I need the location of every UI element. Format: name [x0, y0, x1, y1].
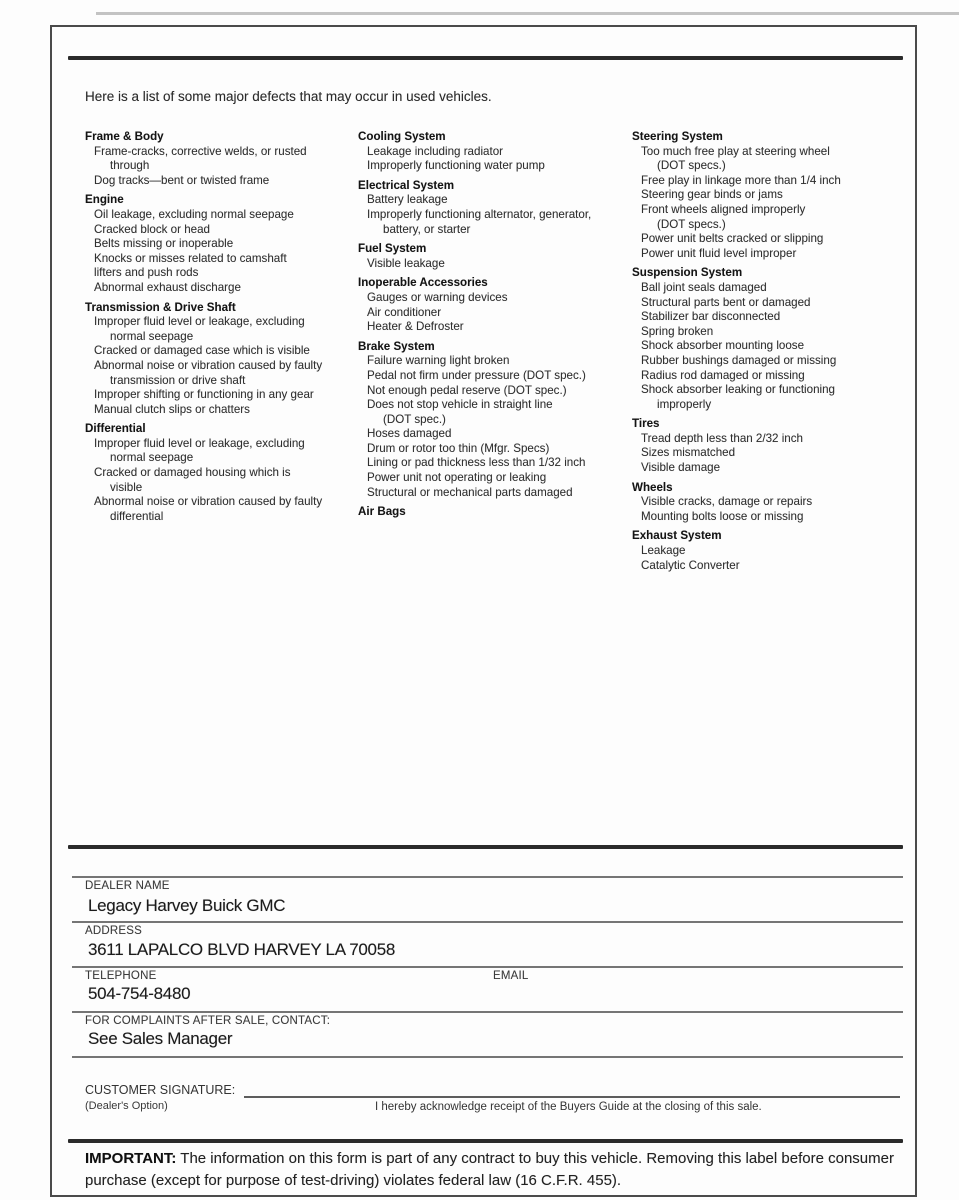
defect-section: [632, 417, 903, 475]
defect-item: Pedal not firm under pressure (DOT spec.): [367, 368, 586, 382]
defect-item: Knocks or misses related to camshaft: [94, 251, 287, 265]
field-line: [72, 966, 903, 968]
defect-item: Spring broken: [641, 324, 714, 338]
important-section-divider-rule: [68, 1139, 903, 1143]
defect-item: battery, or starter: [383, 222, 471, 236]
telephone-value: 504-754-8480: [88, 984, 191, 1003]
defect-section-title: Brake System: [358, 339, 435, 353]
defect-item: Not enough pedal reserve (DOT spec.): [367, 383, 567, 397]
defect-section-title: Engine: [85, 193, 124, 207]
defect-section-title: Differential: [85, 422, 146, 436]
defect-item: Sizes mismatched: [641, 446, 736, 460]
defect-item: normal seepage: [110, 329, 194, 343]
defect-section-title: Steering System: [632, 130, 723, 143]
defect-item: Hoses damaged: [367, 427, 452, 441]
defect-section: [358, 276, 632, 334]
defect-item: Tread depth less than 2/32 inch: [641, 431, 803, 445]
defect-item: Free play in linkage more than 1/4 inch: [641, 173, 841, 187]
top-divider-rule: [68, 56, 903, 60]
defect-item: Dog tracks—bent or twisted frame: [94, 173, 270, 187]
defect-item: Stabilizer bar disconnected: [641, 310, 781, 324]
defect-item: Gauges or warning devices: [367, 290, 508, 304]
defect-column: [632, 130, 903, 578]
defect-item: Air conditioner: [367, 305, 442, 319]
defect-column: [85, 130, 358, 578]
defect-item: Front wheels aligned improperly: [641, 202, 806, 216]
defect-section: [358, 505, 632, 520]
defect-item: Improperly functioning water pump: [367, 159, 545, 173]
defect-item: Shock absorber mounting loose: [641, 339, 805, 353]
defect-item: Manual clutch slips or chatters: [94, 402, 250, 416]
defect-item: Belts missing or inoperable: [94, 237, 234, 251]
important-notice-label: IMPORTANT:: [85, 1150, 177, 1167]
defect-item: Improper shifting or functioning in any gear: [94, 388, 314, 402]
dealers-option-note: (Dealer's Option): [85, 1100, 168, 1112]
defect-item: (DOT spec.): [383, 412, 446, 426]
defect-item: Visible damage: [641, 461, 721, 475]
defect-item: (DOT specs.): [657, 217, 726, 231]
defect-item: Battery leakage: [367, 193, 448, 207]
defect-section: [358, 340, 632, 501]
defect-item: improperly: [657, 397, 712, 411]
field-line: [72, 876, 903, 878]
defect-section: [85, 301, 358, 418]
field-line: [72, 1011, 903, 1013]
defect-item: Abnormal noise or vibration caused by faulty: [94, 495, 323, 509]
defect-item: visible: [110, 480, 143, 494]
defect-item: Cracked or damaged housing which is: [94, 466, 291, 480]
complaints-contact-value: See Sales Manager: [88, 1029, 233, 1048]
defect-section-title: Exhaust System: [632, 529, 722, 543]
defect-section: [358, 179, 632, 237]
defect-item: Rubber bushings damaged or missing: [641, 353, 837, 367]
defect-item: Steering gear binds or jams: [641, 188, 783, 202]
defect-item: Shock absorber leaking or functioning: [641, 383, 835, 397]
form-border-box: [50, 25, 917, 1197]
defect-item: Power unit belts cracked or slipping: [641, 232, 824, 246]
address-value: 3611 LAPALCO BLVD HARVEY LA 70058: [88, 940, 396, 959]
defect-item: Catalytic Converter: [641, 558, 740, 572]
important-notice: [85, 1148, 917, 1191]
defect-item: Lining or pad thickness less than 1/32 inch: [367, 456, 586, 470]
defect-section: [632, 130, 903, 261]
defect-section-title: Wheels: [632, 480, 673, 494]
defect-item: transmission or drive shaft: [110, 373, 246, 387]
defect-item: (DOT specs.): [657, 159, 726, 173]
defect-item: normal seepage: [110, 451, 194, 465]
defect-item: Abnormal noise or vibration caused by faulty: [94, 358, 323, 372]
scan-artifact-line: [96, 12, 959, 15]
field-line: [72, 921, 903, 923]
acknowledge-receipt-note: I hereby acknowledge receipt of the Buyers Guide at the closing of this sale.: [375, 1101, 762, 1113]
defect-item: through: [110, 159, 150, 173]
defect-item: Improper fluid level or leakage, excluding: [94, 315, 305, 329]
address-label: ADDRESS: [85, 925, 142, 937]
defect-item: Too much free play at steering wheel: [641, 144, 830, 158]
defect-section: [358, 242, 632, 271]
defect-item: Improper fluid level or leakage, excluding: [94, 436, 305, 450]
defect-item: Cracked block or head: [94, 222, 210, 236]
defect-item: Frame-cracks, corrective welds, or rusted: [94, 144, 307, 158]
defect-section-title: Air Bags: [358, 505, 406, 519]
complaints-contact-label: FOR COMPLAINTS AFTER SALE, CONTACT:: [85, 1015, 331, 1027]
defect-section: [85, 193, 358, 295]
dealer-name-label: DEALER NAME: [85, 880, 170, 892]
defect-item: differential: [110, 509, 164, 523]
defect-section: [85, 422, 358, 524]
defect-section: [358, 130, 632, 174]
defect-section-title: Frame & Body: [85, 130, 164, 143]
defect-item: Leakage including radiator: [367, 144, 504, 158]
defect-item: Cracked or damaged case which is visible: [94, 344, 310, 358]
defect-item: Mounting bolts loose or missing: [641, 509, 804, 523]
defect-item: lifters and push rods: [94, 266, 199, 280]
customer-signature-line: [244, 1096, 900, 1098]
defect-section: [85, 130, 358, 188]
defect-section: [632, 266, 903, 412]
defect-item: Abnormal exhaust discharge: [94, 280, 241, 294]
defect-item: Heater & Defroster: [367, 320, 464, 334]
defect-section-title: Suspension System: [632, 266, 743, 280]
important-notice-text: The information on this form is part of any contract to buy this vehicle. Removing this label before consumer purchase (except for purpose of test-driving) violates federal law (16 C.F.R. 455).: [85, 1150, 894, 1189]
field-line: [72, 1056, 903, 1058]
defect-section-title: Fuel System: [358, 242, 427, 256]
defect-section-title: Tires: [632, 417, 660, 431]
defect-item: Structural or mechanical parts damaged: [367, 485, 573, 499]
defect-section-title: Inoperable Accessories: [358, 276, 488, 290]
defect-item: Power unit not operating or leaking: [367, 471, 547, 485]
defect-item: Drum or rotor too thin (Mfgr. Specs): [367, 441, 550, 455]
defect-item: Ball joint seals damaged: [641, 280, 767, 294]
defect-section: [632, 529, 903, 573]
defect-item: Visible cracks, damage or repairs: [641, 495, 813, 509]
defect-item: Does not stop vehicle in straight line: [367, 398, 553, 412]
defect-section-title: Electrical System: [358, 178, 455, 192]
defect-section-title: Cooling System: [358, 130, 446, 143]
defect-item: Visible leakage: [367, 256, 445, 270]
defect-section-title: Transmission & Drive Shaft: [85, 300, 236, 314]
intro-text: Here is a list of some major defects that may occur in used vehicles.: [85, 89, 492, 104]
defect-item: Leakage: [641, 544, 686, 558]
email-label: EMAIL: [493, 970, 529, 982]
defect-item: Failure warning light broken: [367, 354, 510, 368]
defect-column: [358, 130, 632, 578]
dealer-name-value: Legacy Harvey Buick GMC: [88, 896, 286, 915]
defect-item: Oil leakage, excluding normal seepage: [94, 207, 294, 221]
defect-item: Radius rod damaged or missing: [641, 368, 805, 382]
defect-section: [632, 481, 903, 525]
defect-item: Structural parts bent or damaged: [641, 295, 811, 309]
defect-item: Power unit fluid level improper: [641, 246, 797, 260]
customer-signature-label: CUSTOMER SIGNATURE:: [85, 1083, 236, 1097]
telephone-label: TELEPHONE: [85, 970, 157, 982]
defect-item: Improperly functioning alternator, generator,: [367, 207, 592, 221]
dealer-section-divider-rule: [68, 845, 903, 849]
defect-list-columns: [85, 130, 905, 578]
